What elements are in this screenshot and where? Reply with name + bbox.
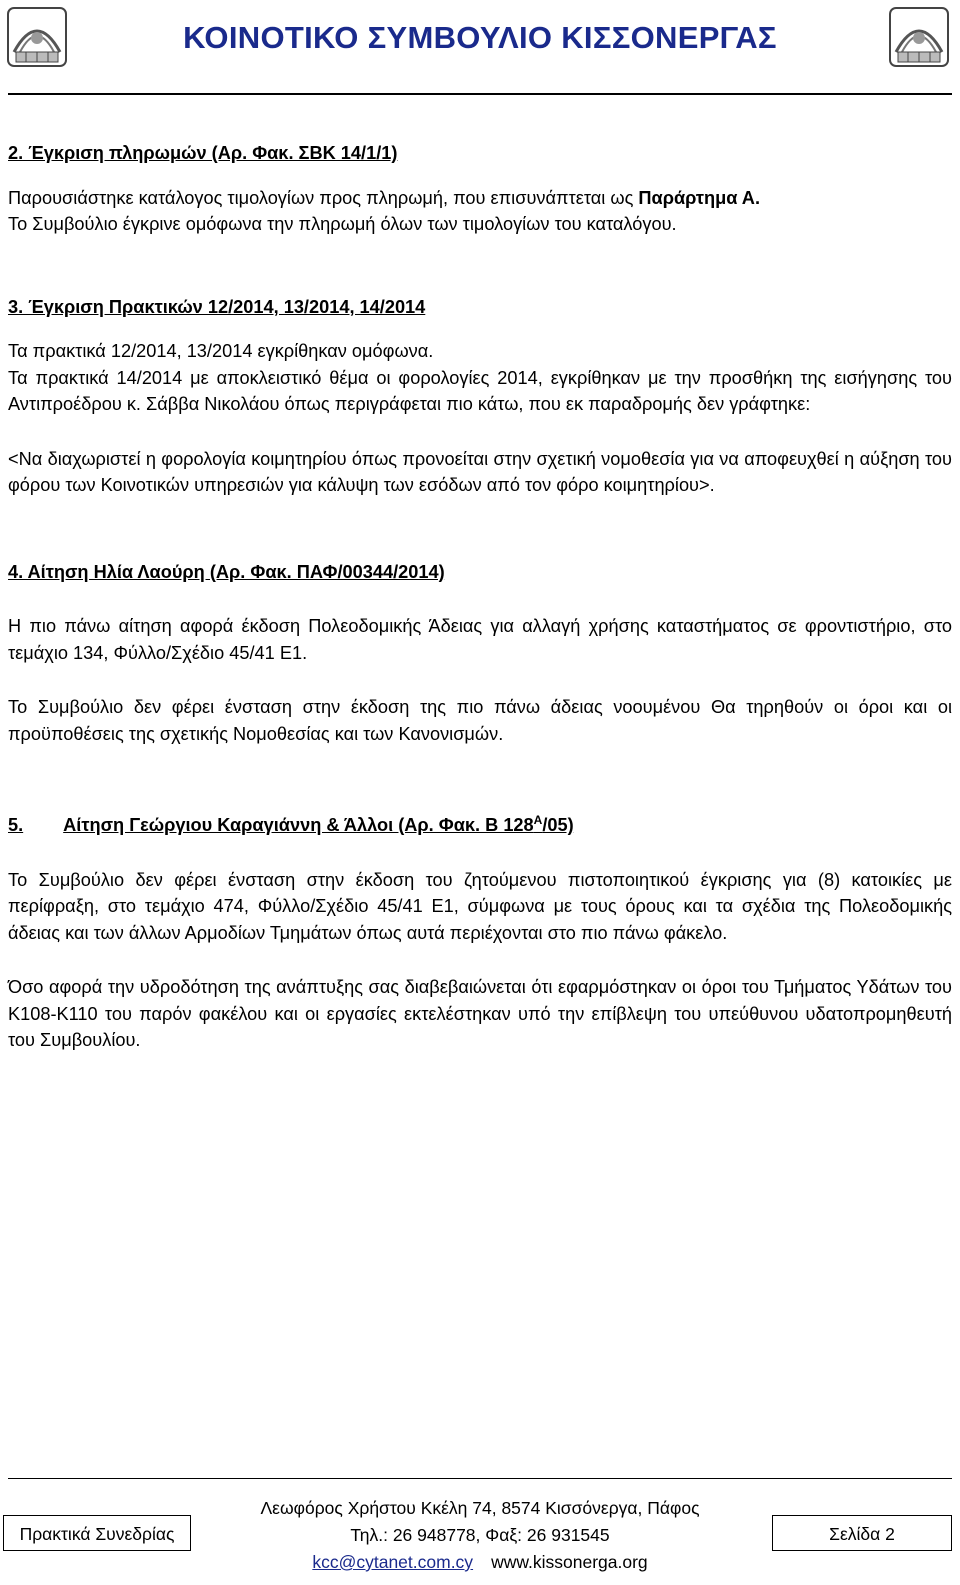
community-emblem-icon (888, 6, 950, 68)
appendix-reference: Παράρτημα Α. (638, 187, 760, 208)
website-link[interactable]: www.kissonerga.org (491, 1552, 648, 1572)
page-title: ΚΟΙΝΟΤΙΚΟ ΣΥΜΒΟΥΛΙΟ ΚΙΣΣΟΝΕΡΓΑΣ (183, 20, 777, 55)
section-title: Αίτηση Γεώργιου Καραγιάννη & Άλλοι (Αρ. Φακ. Β 128 (63, 815, 534, 836)
header-divider (8, 93, 952, 95)
minutes-body (8, 140, 952, 1054)
section-heading: 4. Αίτηση Ηλία Λαούρη (Αρ. Φακ. ΠΑΦ/00344/2014) (8, 561, 445, 582)
section-heading (8, 807, 952, 839)
paragraph: Το Συμβούλιο δεν φέρει ένσταση στην έκδοση του ζητούμενου πιστοποιητικού έγκρισης για (8) κατοικίες με περίφραξη, στο τεμάχιο 474, Φύλλο/Σχέδιο 45/41 Ε1, σύμφωνα με τους όρους και τα σχέδια της Πολεοδομικής άδειας και των άλλων Αρμοδίων Τμημάτων όπως αυτά περιέχονται στο πιο πάνω φάκελο. (8, 869, 952, 943)
paragraph: Τα πρακτικά 14/2014 με αποκλειστικό θέμα οι φορολογίες 2014, εγκρίθηκαν με την προσθήκη της εισήγησης του Αντιπροέδρου κ. Σάββα Νικολάου όπως περιγράφεται πιο κάτω, που εκ παραδρομής δεν γράφτηκε: (8, 367, 952, 414)
footer-divider (8, 1478, 952, 1479)
section-title-tail: /05) (542, 815, 574, 836)
paragraph: Τα πρακτικά 12/2014, 13/2014 εγκρίθηκαν ομόφωνα. (8, 341, 434, 361)
email-link[interactable]: kcc@cytanet.com.cy (312, 1552, 474, 1572)
page-number: Σελίδα 2 (772, 1515, 952, 1551)
section-number: 5. (8, 815, 24, 836)
paragraph: Το Συμβούλιο δεν φέρει ένσταση στην έκδοση της πιο πάνω άδειας νοουμένου Θα τηρηθούν οι όροι και οι προϋποθέσεις της σχετικής Νομοθεσίας και των Κανονισμών. (8, 697, 952, 744)
section-heading: 2. Έγκριση πληρωμών (Αρ. Φακ. ΣΒΚ 14/1/1) (8, 143, 398, 163)
paragraph: Το Συμβούλιο έγκρινε ομόφωνα την πληρωμή όλων των τιμολογίων του καταλόγου. (8, 214, 677, 234)
footer-phone: Τηλ.: 26 948778, Φαξ: 26 931545 (350, 1525, 610, 1545)
footer-contact (200, 1495, 760, 1576)
paragraph-text: Παρουσιάστηκε κατάλογος τιμολογίων προς πληρωμή, που επισυνάπτεται ως (8, 187, 639, 208)
paragraph: Η πιο πάνω αίτηση αφορά έκδοση Πολεοδομικής Άδειας για αλλαγή χρήσης καταστήματος σε φροντιστήριο, στο τεμάχιο 134, Φύλλο/Σχέδιο 45/41 Ε1. (8, 616, 952, 663)
paragraph: <Να διαχωριστεί η φορολογία κοιμητηρίου όπως προνοείται στην σχετική νομοθεσία για να αποφευχθεί η αύξηση του φόρου των Κοινοτικών υπηρεσιών για κάλυψη των εσόδων από τον φόρο κοιμητηρίου>. (8, 448, 952, 495)
superscript: Α (533, 813, 543, 827)
paragraph (8, 185, 952, 212)
section-heading: 3. Έγκριση Πρακτικών 12/2014, 13/2014, 14/2014 (8, 296, 426, 317)
paragraph: Όσο αφορά την υδροδότηση της ανάπτυξης σας διαβεβαιώνεται ότι εφαρμόστηκαν οι όροι του Τμήματος Υδάτων του Κ108-Κ110 του παρόν φακέλου και οι εργασίες εκτελέστηκαν υπό την επίβλεψη του υπεύθυνου υδατοπρομηθευτή του Συμβουλίου. (8, 977, 952, 1051)
footer-document-label: Πρακτικά Συνεδρίας (3, 1515, 191, 1551)
footer-address: Λεωφόρος Χρήστου Κκέλη 74, 8574 Κισσόνεργα, Πάφος (260, 1498, 700, 1518)
footer-links (200, 1549, 760, 1576)
